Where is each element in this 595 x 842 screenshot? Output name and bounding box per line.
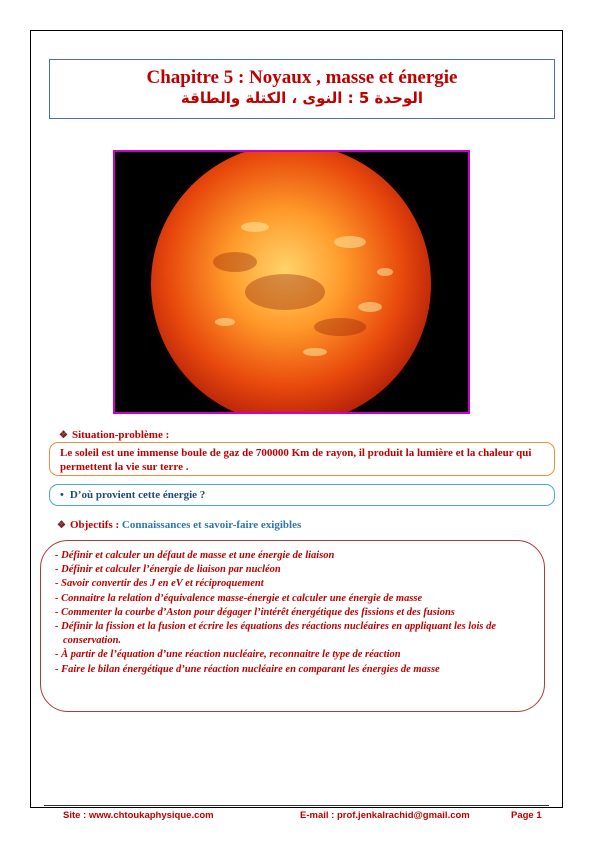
objectives-list bbox=[55, 549, 530, 677]
situation-box bbox=[49, 442, 555, 476]
situation-text: Le soleil est une immense boule de gaz de 700000 Km de rayon, il produit la lumière et la chaleur qui permettent la vie sur terre . bbox=[60, 447, 532, 473]
diamond-bullet-icon: ❖ bbox=[57, 520, 66, 531]
diamond-bullet-icon: ❖ bbox=[59, 430, 68, 441]
objective-item: - À partir de l’équation d’une réaction nucléaire, reconnaitre le type de réaction bbox=[55, 649, 401, 661]
situation-label: Situation-problème : bbox=[71, 429, 170, 441]
objectifs-label: Objectifs : bbox=[69, 519, 120, 531]
footer-divider bbox=[44, 805, 549, 806]
objective-item: - Savoir convertir des J en eV et réciproquement bbox=[55, 578, 264, 590]
situation-heading bbox=[59, 429, 169, 441]
objective-item: - Commenter la courbe d’Aston pour dégager l’intérêt énergétique des fissions et des fusions bbox=[55, 606, 455, 618]
objectives-box bbox=[40, 540, 545, 712]
footer-page-number: Page 1 bbox=[511, 810, 542, 821]
objectifs-subtitle: Connaissances et savoir-faire exigibles bbox=[121, 519, 302, 531]
objective-item: - Définir la fission et la fusion et écrire les équations des réactions nucléaires en appliquant les lois de conservation. bbox=[55, 621, 497, 647]
footer-site: Site : www.chtoukaphysique.com bbox=[63, 810, 214, 821]
objective-item: - Définir et calculer l’énergie de liaison par nucléon bbox=[55, 564, 281, 576]
objective-item: - Faire le bilan énergétique d’une réaction nucléaire en comparant les énergies de masse bbox=[55, 663, 440, 675]
question-bullet: • bbox=[60, 489, 64, 501]
chapter-title-ar: الوحدة 5 : النوى ، الكتلة والطاقة bbox=[180, 89, 424, 107]
sun-photo-svg bbox=[115, 152, 468, 412]
chapter-title-fr: Chapitre 5 : Noyaux , masse et énergie bbox=[146, 67, 458, 88]
footer-email: E-mail : prof.jenkalrachid@gmail.com bbox=[300, 810, 470, 821]
objective-item: - Connaitre la relation d’équivalence masse-énergie et calculer une énergie de masse bbox=[55, 592, 423, 604]
objective-item: - Définir et calculer un défaut de masse et une énergie de liaison bbox=[55, 550, 335, 561]
chapter-title-box bbox=[49, 59, 555, 119]
question-text: D’où provient cette énergie ? bbox=[69, 489, 206, 501]
objectifs-heading bbox=[57, 519, 301, 531]
question-box bbox=[49, 484, 555, 506]
sun-photo bbox=[113, 150, 470, 414]
